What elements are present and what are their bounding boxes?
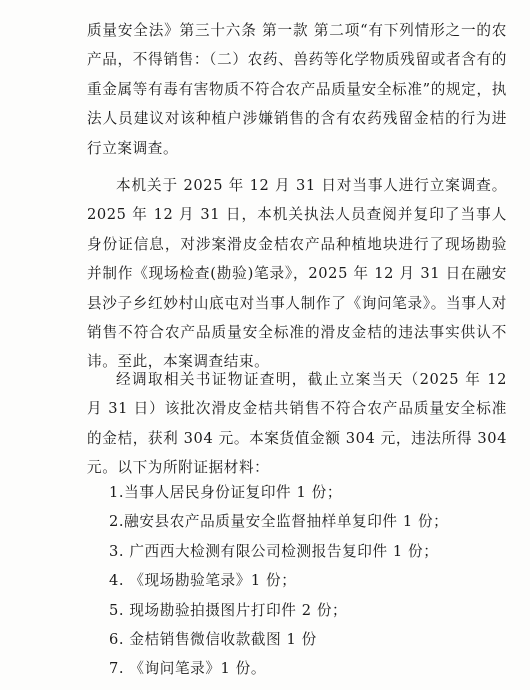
evidence-item-2: 2.融安县农产品质量安全监督抽样单复印件 1 份； xyxy=(109,513,449,531)
evidence-list xyxy=(109,478,509,684)
evidence-item-1: 1.当事人居民身份证复印件 1 份； xyxy=(109,484,343,501)
evidence-item-6: 6. 金桔销售微信收款截图 1 份 xyxy=(109,630,317,648)
evidence-item-3: 3. 广西西大检测有限公司检测报告复印件 1 份； xyxy=(109,542,439,560)
paragraph-investigation: 本机关于 2025 年 12 月 31 日对当事人进行立案调查。2025 年 12 月 31 日，本机关执法人员查阅并复印了当事人身份证信息，对涉案滑皮金桔农产品种植地块进行了现场勘验并制作《现场检查(勘验)笔录》，2025 年 12 月 31 日在融安县沙子乡红妙村山底屯对当事人制作了《询问笔录》。当事人对销售不符合农产品质量安全标准的滑皮金桔的违法事实供认不讳。至此，本案调查结束。 xyxy=(87,177,507,371)
paragraph-findings: 经调取相关书证物证查明，截止立案当天（2025 年 12 月 31 日）该批次滑皮金桔共销售不符合农产品质量安全标准的金桔，获利 304 元。本案货值金额 304 元，违法所得 304 元。以下为所附证据材料： xyxy=(87,371,507,477)
paragraph-legal-basis: 质量安全法》第三十六条 第一款 第二项“有下列情形之一的农产品，不得销售：（二）农药、兽药等化学物质残留或者含有的重金属等有毒有害物质不符合农产品质量安全标准”的规定，执法人员建议对该种植户涉嫌销售的含有农药残留金桔的行为进行立案调查。 xyxy=(87,22,507,157)
evidence-item-5: 5. 现场勘验拍摄图片打印件 2 份； xyxy=(109,601,348,619)
evidence-item-4: 4. 《现场勘验笔录》1 份； xyxy=(109,572,297,590)
evidence-item-7: 7. 《询问笔录》1 份。 xyxy=(109,660,267,678)
